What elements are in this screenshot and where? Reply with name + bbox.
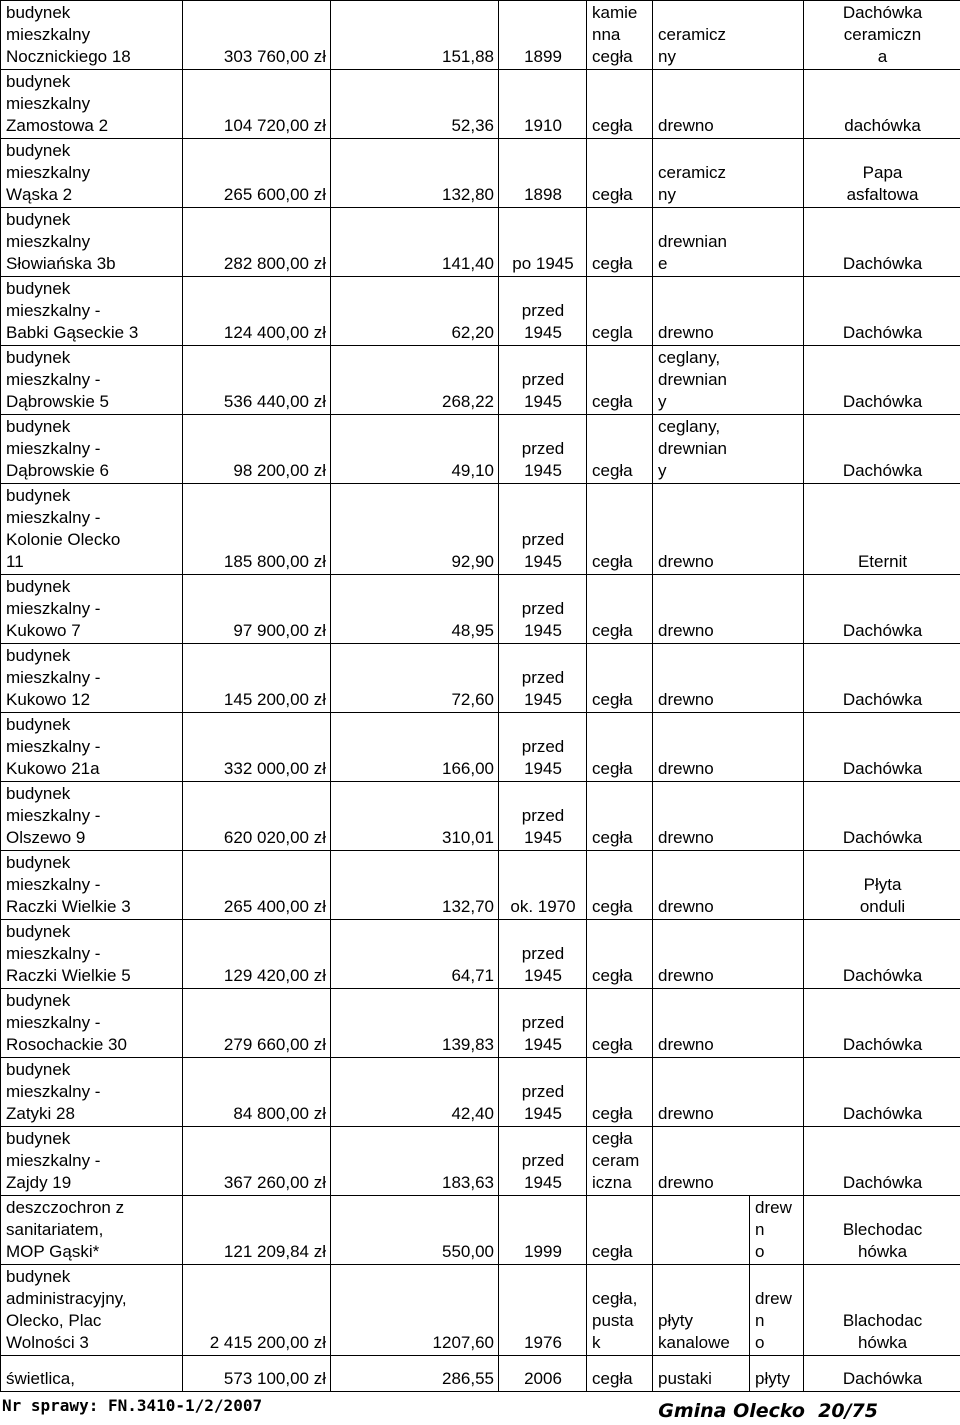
roof-cell: Dachówka [804, 415, 960, 484]
page-footer [0, 1394, 960, 1425]
table-row [1, 277, 960, 346]
roof-cell: Dachówka [804, 1127, 960, 1196]
roof-cell: Dachówka [804, 782, 960, 851]
case-number: Nr sprawy: FN.3410-1/2/2007 [2, 1396, 263, 1415]
ceiling-cell: ceramicz ny [653, 1, 804, 70]
ceiling-cell: drewno [653, 575, 804, 644]
year-cell: po 1945 [499, 208, 587, 277]
walls-cell: cegła [587, 208, 653, 277]
ceiling-cell: drewno [653, 644, 804, 713]
area-cell: 1207,60 [331, 1265, 499, 1356]
property-table-body [1, 1, 960, 1392]
value-cell: 121 209,84 zł [183, 1196, 331, 1265]
roof-cell: Eternit [804, 484, 960, 575]
ceiling-cell: drewno [653, 782, 804, 851]
roof-cell: Blechodac hówka [804, 1196, 960, 1265]
table-row [1, 208, 960, 277]
table-row [1, 1, 960, 70]
ceiling-cell: drewno [653, 484, 804, 575]
walls-cell: cegła [587, 989, 653, 1058]
building-name-cell: budynek mieszkalny - Kolonie Olecko 11 [1, 484, 183, 575]
year-cell: przed 1945 [499, 782, 587, 851]
building-name-cell: budynek mieszkalny - Raczki Wielkie 3 [1, 851, 183, 920]
area-cell: 141,40 [331, 208, 499, 277]
area-cell: 132,70 [331, 851, 499, 920]
ceiling-cell: drewno [653, 1058, 804, 1127]
building-name-cell: budynek mieszkalny - Zajdy 19 [1, 1127, 183, 1196]
walls-cell: cegła [587, 70, 653, 139]
ceiling-cell: pustaki [653, 1356, 750, 1392]
building-name-cell: budynek mieszkalny Nocznickiego 18 [1, 1, 183, 70]
ceiling-cell: drewnian e [653, 208, 804, 277]
area-cell: 139,83 [331, 989, 499, 1058]
table-row [1, 139, 960, 208]
building-name-cell: budynek mieszkalny - Dąbrowskie 6 [1, 415, 183, 484]
building-name-cell: budynek mieszkalny - Rosochackie 30 [1, 989, 183, 1058]
year-cell: przed 1945 [499, 713, 587, 782]
municipality-name: Gmina Olecko [658, 1400, 805, 1422]
value-cell: 573 100,00 zł [183, 1356, 331, 1392]
building-name-cell: budynek mieszkalny - Olszewo 9 [1, 782, 183, 851]
value-cell: 282 800,00 zł [183, 208, 331, 277]
roof-cell: Papa asfaltowa [804, 139, 960, 208]
year-cell: 1910 [499, 70, 587, 139]
value-cell: 367 260,00 zł [183, 1127, 331, 1196]
table-row [1, 346, 960, 415]
area-cell: 151,88 [331, 1, 499, 70]
value-cell: 536 440,00 zł [183, 346, 331, 415]
building-name-cell: deszczochron z sanitariatem, MOP Gąski* [1, 1196, 183, 1265]
roof-cell: Dachówka [804, 208, 960, 277]
walls-cell: cegla [587, 277, 653, 346]
area-cell: 62,20 [331, 277, 499, 346]
value-cell: 145 200,00 zł [183, 644, 331, 713]
roof-cell: Dachówka [804, 346, 960, 415]
building-name-cell: budynek mieszkalny - Kukowo 21a [1, 713, 183, 782]
footer-right [658, 1400, 878, 1422]
building-name-cell: budynek mieszkalny - Raczki Wielkie 5 [1, 920, 183, 989]
walls-cell: cegła, pusta k [587, 1265, 653, 1356]
ceiling-cell: drewno [653, 851, 804, 920]
ceiling-cell: drewno [653, 70, 804, 139]
year-cell: przed 1945 [499, 484, 587, 575]
value-cell: 104 720,00 zł [183, 70, 331, 139]
year-cell: ok. 1970 [499, 851, 587, 920]
area-cell: 49,10 [331, 415, 499, 484]
ceiling-cell: drewno [653, 920, 804, 989]
table-row [1, 713, 960, 782]
value-cell: 620 020,00 zł [183, 782, 331, 851]
year-cell: przed 1945 [499, 920, 587, 989]
year-cell: 1898 [499, 139, 587, 208]
table-row [1, 920, 960, 989]
value-cell: 265 400,00 zł [183, 851, 331, 920]
ceiling-cell: drewno [653, 1127, 804, 1196]
table-row [1, 70, 960, 139]
walls-cell: cegła [587, 1356, 653, 1392]
table-row [1, 644, 960, 713]
ceiling-cell: drewno [653, 713, 804, 782]
page-number: 20/75 [818, 1400, 878, 1422]
walls-cell: cegła [587, 920, 653, 989]
area-cell: 166,00 [331, 713, 499, 782]
ceiling-cell: ceramicz ny [653, 139, 804, 208]
year-cell: przed 1945 [499, 346, 587, 415]
value-cell: 84 800,00 zł [183, 1058, 331, 1127]
roof-cell: Dachówka [804, 920, 960, 989]
walls-cell: cegła [587, 484, 653, 575]
value-cell: 303 760,00 zł [183, 1, 331, 70]
area-cell: 72,60 [331, 644, 499, 713]
walls-cell: cegła [587, 1058, 653, 1127]
year-cell: 2006 [499, 1356, 587, 1392]
ceiling-cell [653, 1196, 750, 1265]
ceiling-cell: płyty kanalowe [653, 1265, 750, 1356]
walls-cell: cegła [587, 575, 653, 644]
walls-cell: cegła [587, 713, 653, 782]
area-cell: 183,63 [331, 1127, 499, 1196]
year-cell: 1899 [499, 1, 587, 70]
floor-cell: drewn o [750, 1196, 804, 1265]
year-cell: 1976 [499, 1265, 587, 1356]
roof-cell: Dachówka [804, 575, 960, 644]
building-name-cell: budynek mieszkalny Słowiańska 3b [1, 208, 183, 277]
year-cell: przed 1945 [499, 415, 587, 484]
table-row [1, 1127, 960, 1196]
building-name-cell: budynek mieszkalny Wąska 2 [1, 139, 183, 208]
ceiling-cell: ceglany, drewnian y [653, 346, 804, 415]
walls-cell: kamie nna cegła [587, 1, 653, 70]
building-name-cell: budynek mieszkalny - Kukowo 7 [1, 575, 183, 644]
walls-cell: cegła [587, 644, 653, 713]
building-name-cell: budynek mieszkalny - Zatyki 28 [1, 1058, 183, 1127]
roof-cell: Dachówka [804, 989, 960, 1058]
area-cell: 48,95 [331, 575, 499, 644]
table-row [1, 1196, 960, 1265]
floor-cell: drewn o [750, 1265, 804, 1356]
roof-cell: Dachówka [804, 644, 960, 713]
value-cell: 332 000,00 zł [183, 713, 331, 782]
walls-cell: cegła ceram iczna [587, 1127, 653, 1196]
value-cell: 97 900,00 zł [183, 575, 331, 644]
table-row [1, 575, 960, 644]
year-cell: 1999 [499, 1196, 587, 1265]
table-row [1, 1058, 960, 1127]
walls-cell: cegła [587, 415, 653, 484]
area-cell: 42,40 [331, 1058, 499, 1127]
roof-cell: Blachodac hówka [804, 1265, 960, 1356]
table-row [1, 851, 960, 920]
year-cell: przed 1945 [499, 1127, 587, 1196]
table-row [1, 989, 960, 1058]
ceiling-cell: drewno [653, 989, 804, 1058]
roof-cell: Dachówka [804, 713, 960, 782]
roof-cell: Płyta onduli [804, 851, 960, 920]
year-cell: przed 1945 [499, 1058, 587, 1127]
value-cell: 279 660,00 zł [183, 989, 331, 1058]
area-cell: 550,00 [331, 1196, 499, 1265]
building-name-cell: budynek mieszkalny - Babki Gąseckie 3 [1, 277, 183, 346]
roof-cell: Dachówka ceramiczn a [804, 1, 960, 70]
area-cell: 92,90 [331, 484, 499, 575]
table-row [1, 484, 960, 575]
area-cell: 268,22 [331, 346, 499, 415]
year-cell: przed 1945 [499, 989, 587, 1058]
table-row [1, 1265, 960, 1356]
walls-cell: cegła [587, 346, 653, 415]
area-cell: 64,71 [331, 920, 499, 989]
table-row [1, 1356, 960, 1392]
year-cell: przed 1945 [499, 277, 587, 346]
floor-cell: płyty [750, 1356, 804, 1392]
ceiling-cell: ceglany, drewnian y [653, 415, 804, 484]
building-name-cell: budynek administracyjny, Olecko, Plac Wolności 3 [1, 1265, 183, 1356]
building-name-cell: budynek mieszkalny - Dąbrowskie 5 [1, 346, 183, 415]
value-cell: 2 415 200,00 zł [183, 1265, 331, 1356]
value-cell: 185 800,00 zł [183, 484, 331, 575]
value-cell: 124 400,00 zł [183, 277, 331, 346]
walls-cell: cegła [587, 139, 653, 208]
value-cell: 265 600,00 zł [183, 139, 331, 208]
value-cell: 98 200,00 zł [183, 415, 331, 484]
building-name-cell: świetlica, [1, 1356, 183, 1392]
year-cell: przed 1945 [499, 644, 587, 713]
walls-cell: cegła [587, 782, 653, 851]
table-row [1, 782, 960, 851]
value-cell: 129 420,00 zł [183, 920, 331, 989]
area-cell: 132,80 [331, 139, 499, 208]
roof-cell: Dachówka [804, 1356, 960, 1392]
roof-cell: Dachówka [804, 277, 960, 346]
building-name-cell: budynek mieszkalny Zamostowa 2 [1, 70, 183, 139]
building-name-cell: budynek mieszkalny - Kukowo 12 [1, 644, 183, 713]
area-cell: 310,01 [331, 782, 499, 851]
walls-cell: cegła [587, 851, 653, 920]
year-cell: przed 1945 [499, 575, 587, 644]
roof-cell: dachówka [804, 70, 960, 139]
area-cell: 286,55 [331, 1356, 499, 1392]
table-row [1, 415, 960, 484]
ceiling-cell: drewno [653, 277, 804, 346]
area-cell: 52,36 [331, 70, 499, 139]
roof-cell: Dachówka [804, 1058, 960, 1127]
walls-cell: cegła [587, 1196, 653, 1265]
